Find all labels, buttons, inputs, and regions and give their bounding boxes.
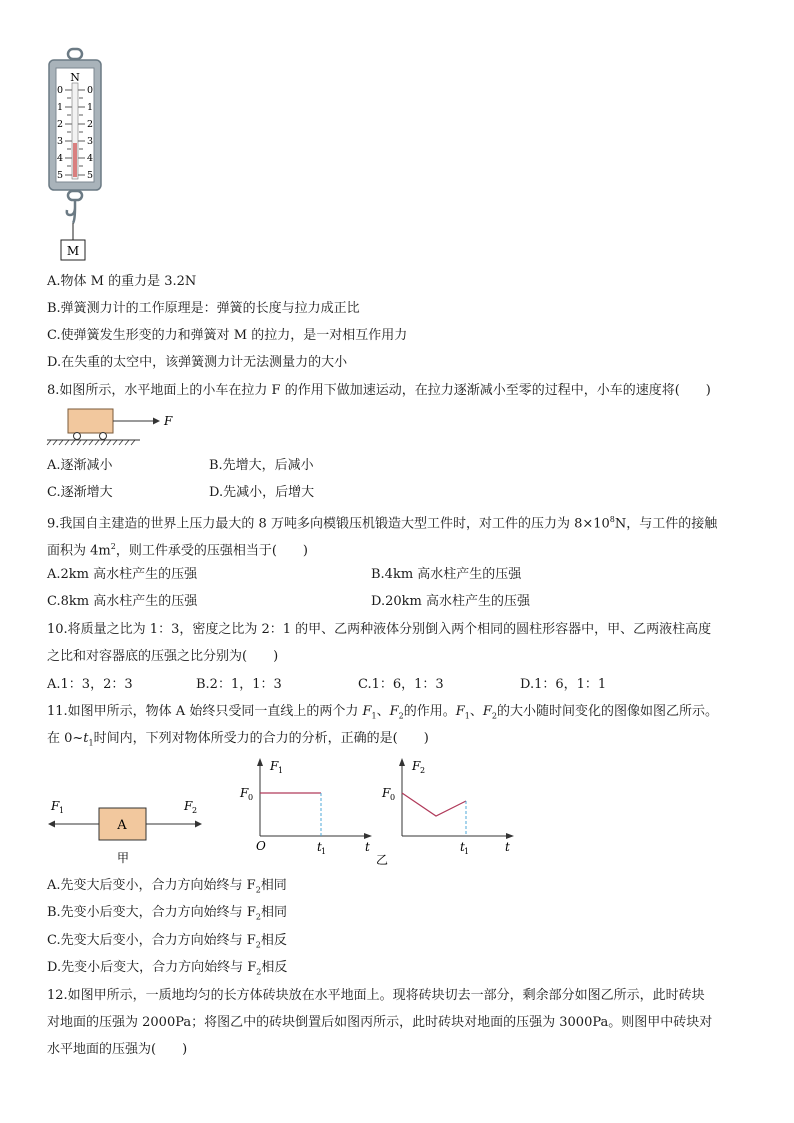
f1-graph-origin: O xyxy=(256,839,266,853)
q10-stem-line1: 10.将质量之比为 1：3，密度之比为 2：1 的甲、乙两种液体分别倒入两个相同的圆柱形容器中，甲、乙两液柱高度 xyxy=(47,622,712,637)
f1-graph-y-label: F xyxy=(270,759,279,773)
q11-f1-inline-2: F xyxy=(455,704,465,719)
q11-option-a-tail: 相同 xyxy=(260,878,287,893)
q10-option-c: C.1：6，1：3 xyxy=(358,677,444,692)
q9-option-a: A.2km 高水柱产生的压强 xyxy=(47,567,198,582)
q9-exponent-8: 8 xyxy=(609,515,615,524)
f1-graph-t1-label: t xyxy=(317,840,322,854)
scale-right-0: 0 xyxy=(86,85,94,96)
f2-graph-y-label: F xyxy=(412,759,421,773)
force-arrow-head xyxy=(153,418,160,425)
q11-stem-line1-text-d: 、 xyxy=(469,704,483,719)
q8-stem: 8.如图所示，水平地面上的小车在拉力 F 的作用下做加速运动，在拉力逐渐减小至零的过程中，小车的速度将( ) xyxy=(47,383,711,398)
scale-left-4: 4 xyxy=(56,153,64,164)
q11-stem-line1-text-b: 、 xyxy=(376,704,390,719)
q9-option-c: C.8km 高水柱产生的压强 xyxy=(47,594,198,609)
q11-stem-line1-text-c: 的作用。 xyxy=(403,704,456,719)
q9-option-b: B.4km 高水柱产生的压强 xyxy=(371,567,522,582)
q11-f2-inline-2: F xyxy=(482,704,492,719)
jia-f1-sub: 1 xyxy=(59,806,65,815)
scale-right-4: 4 xyxy=(86,153,94,164)
q12-stem-line3: 水平地面的压强为( ) xyxy=(47,1042,188,1057)
q11-stem-line1-text-a: 11.如图甲所示，物体 A 始终只受同一直线上的两个力 xyxy=(47,704,363,719)
scale-right-1: 1 xyxy=(86,102,94,113)
scale-left-0: 0 xyxy=(56,85,64,96)
q11-option-a-text: A.先变大后变小，合力方向始终与 F xyxy=(47,878,256,893)
q8-cart-figure xyxy=(45,405,180,449)
scale-hook xyxy=(67,200,75,223)
q11-graph-f1 xyxy=(230,752,380,857)
f1-graph-t-label: t xyxy=(365,840,370,854)
q11-graph-f2 xyxy=(372,752,522,867)
fig-jia-caption: 甲 xyxy=(116,851,130,865)
jia-f1-arrow-head xyxy=(48,821,55,828)
scale-left-5: 5 xyxy=(56,170,64,181)
q10-stem-line2: 之比和对容器底的压强之比分别为( ) xyxy=(47,649,279,664)
q11-t1-inline: t xyxy=(83,731,89,746)
scale-unit-label: N xyxy=(70,71,80,84)
q11-stem-line2-text-a: 在 0~ xyxy=(47,731,84,746)
scale-bottom-ring xyxy=(68,191,82,200)
block-a-label: A xyxy=(117,818,127,833)
q11-option-b-text: B.先变小后变大，合力方向始终与 F xyxy=(47,905,256,920)
q11-stem-line2 xyxy=(47,730,429,753)
q11-option-c-tail: 相反 xyxy=(260,933,287,948)
q10-option-b: B.2：1，1：3 xyxy=(196,677,282,692)
block-m-label: M xyxy=(66,244,80,258)
f2-graph-x-arrow xyxy=(506,833,514,839)
q11-option-c xyxy=(47,932,287,955)
jia-f2-sub: 2 xyxy=(192,806,198,815)
f1-graph-x-arrow xyxy=(364,833,372,839)
q11-f1-inline-sub: 1 xyxy=(371,711,377,721)
q11-stem-line1 xyxy=(47,703,718,726)
q11-stem-line1-text-e: 的大小随时间变化的图像如图乙所示。 xyxy=(497,704,719,719)
q9-stem-line2 xyxy=(47,538,308,560)
f2-graph-f0-label: F xyxy=(382,786,391,800)
q9-stem-line2-tail: ，则工件承受的压强相当于( ) xyxy=(115,543,308,559)
q10-option-a: A.1：3，2：3 xyxy=(47,677,133,692)
q11-option-d-text: D.先变小后变大，合力方向始终与 F xyxy=(47,960,257,975)
fig-yi-caption: 乙 xyxy=(376,853,389,867)
q11-f2-inline: F xyxy=(389,704,399,719)
scale-spring-indicator xyxy=(73,143,77,177)
scale-left-3: 3 xyxy=(56,136,64,147)
q11-stem-line2-text-b: 时间内，下列对物体所受力的合力的分析，正确的是( ) xyxy=(93,731,429,746)
q8-option-c: C.逐渐增大 xyxy=(47,485,113,500)
q8-option-d: D.先减小，后增大 xyxy=(209,485,315,500)
q11-option-b-tail: 相同 xyxy=(260,905,287,920)
q9-stem-line1-text: 9.我国自主建造的世界上压力最大的 8 万吨多向模锻压机锻造大型工件时，对工件的压力为 8×10 xyxy=(47,516,610,532)
q9-stem-line2-text: 面积为 4m xyxy=(47,543,111,559)
q9-stem-line1-tail: N，与工件的接触 xyxy=(614,516,718,532)
q11-option-c-text: C.先变大后变小，合力方向始终与 F xyxy=(47,933,256,948)
q12-stem-line2: 对地面的压强为 2000Pa；将图乙中的砖块倒置后如图丙所示，此时砖块对地面的压强为 3000Pa。则图甲中砖块对 xyxy=(47,1015,713,1030)
jia-f1-label: F xyxy=(51,799,60,813)
force-label: F xyxy=(164,414,173,428)
q7-option-c: C.使弹簧发生形变的力和弹簧对 M 的拉力，是一对相互作用力 xyxy=(47,328,408,343)
f2-graph-t1-label: t xyxy=(460,840,465,854)
jia-f2-arrow-head xyxy=(195,821,202,828)
f2-graph-y-arrow xyxy=(399,758,405,766)
scale-top-ring xyxy=(68,49,82,59)
f2-graph-line xyxy=(402,793,466,816)
q11-option-d-sub: 2 xyxy=(256,967,262,977)
jia-f2-label: F xyxy=(184,799,193,813)
spring-scale-figure xyxy=(40,45,110,265)
q7-option-b: B.弹簧测力计的工作原理是：弹簧的长度与拉力成正比 xyxy=(47,301,360,316)
q9-exponent-2: 2 xyxy=(110,542,116,551)
f1-graph-f0-label: F xyxy=(240,786,249,800)
q11-option-c-sub: 2 xyxy=(255,940,261,950)
f1-graph-f0-sub: 0 xyxy=(248,793,254,802)
q11-option-d-tail: 相反 xyxy=(261,960,288,975)
scale-right-3: 3 xyxy=(86,136,94,147)
scale-right-5: 5 xyxy=(86,170,94,181)
q11-t1-inline-sub: 1 xyxy=(88,738,94,748)
q11-f2-inline-sub: 2 xyxy=(398,711,404,721)
cart-wheel-right xyxy=(100,433,107,440)
scale-right-2: 2 xyxy=(86,119,94,130)
f2-graph-t-label: t xyxy=(505,840,510,854)
f2-graph-f0-sub: 0 xyxy=(390,793,396,802)
cart-wheel-left xyxy=(74,433,81,440)
f1-graph-y-label-sub: 1 xyxy=(278,766,284,775)
q11-option-a-sub: 2 xyxy=(255,885,261,895)
q11-f1-inline: F xyxy=(362,704,372,719)
q8-option-b: B.先增大，后减小 xyxy=(209,458,314,473)
q11-option-b-sub: 2 xyxy=(255,912,261,922)
q9-option-d: D.20km 高水柱产生的压强 xyxy=(371,594,530,609)
scale-left-2: 2 xyxy=(56,119,64,130)
q11-option-a xyxy=(47,877,287,900)
q11-f2-inline-sub-2: 2 xyxy=(491,711,498,721)
f2-graph-y-label-sub: 2 xyxy=(420,766,426,775)
q12-stem-line1: 12.如图甲所示，一质地均匀的长方体砖块放在水平地面上。现将砖块切去一部分，剩余部分如图乙所示，此时砖块 xyxy=(47,988,705,1003)
q9-stem-line1 xyxy=(47,511,717,533)
q8-option-a: A.逐渐减小 xyxy=(47,458,113,473)
q11-option-d xyxy=(47,959,287,982)
scale-left-1: 1 xyxy=(56,102,64,113)
f2-graph-t1-sub: 1 xyxy=(464,847,470,856)
q10-option-d: D.1：6，1：1 xyxy=(520,677,607,692)
q11-f1-inline-sub-2: 1 xyxy=(464,711,470,721)
f1-graph-t1-sub: 1 xyxy=(321,847,327,856)
f1-graph-y-arrow xyxy=(257,758,263,766)
q11-figure-jia xyxy=(45,795,210,870)
cart-body xyxy=(68,409,113,433)
q11-option-b xyxy=(47,904,287,927)
q7-option-a: A.物体 M 的重力是 3.2N xyxy=(47,274,197,289)
q7-option-d: D.在失重的太空中，该弹簧测力计无法测量力的大小 xyxy=(47,355,348,370)
